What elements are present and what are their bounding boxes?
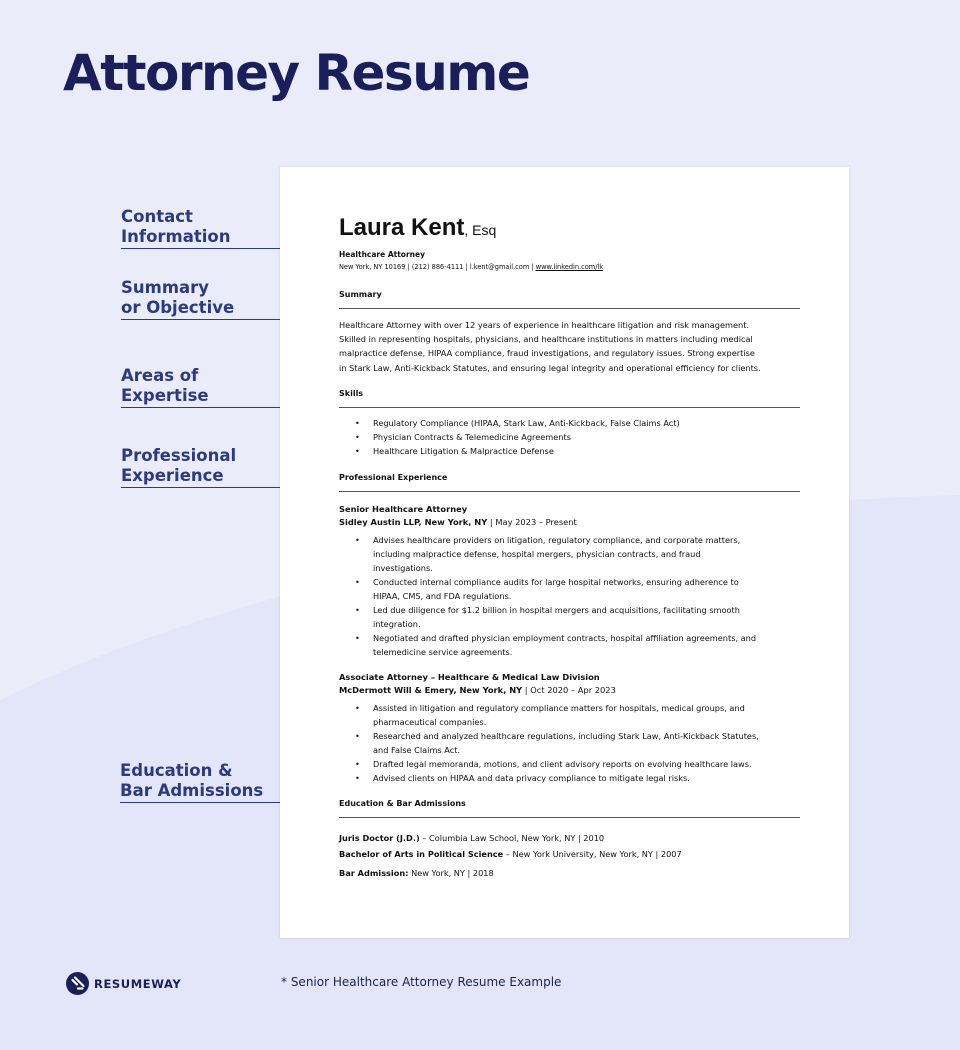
page-title: Attorney Resume	[63, 44, 530, 102]
list-item: • Assisted in litigation and regulatory compliance matters for hospitals, medical groups, and pharmaceutical companies.	[355, 703, 745, 727]
label-areas-of-expertise: Areas of Expertise	[121, 366, 319, 408]
contact-phone: (212) 886-4111	[411, 263, 464, 271]
label-contact-information: Contact Information	[121, 207, 319, 249]
list-item: • Led due diligence for $1.2 billion in hospital mergers and acquisitions, facilitating smooth integration.	[355, 605, 740, 629]
list-item: • Advises healthcare providers on litigation, regulatory compliance, and corporate matters, including malpractice defense, hospital mergers, physician contracts, and fraud investigations.	[355, 535, 741, 573]
job-role: Associate Attorney – Healthcare & Medical Law Division	[339, 672, 600, 682]
job-entry	[339, 671, 800, 785]
list-item: • Advised clients on HIPAA and data privacy compliance to mitigate legal risks.	[355, 773, 690, 783]
experience-section	[339, 473, 800, 785]
education-item: Bachelor of Arts in Political Science – New York University, New York, NY | 2007	[339, 849, 682, 859]
skills-section	[339, 389, 800, 458]
list-item: • Regulatory Compliance (HIPAA, Stark Law, Anti-Kickback, False Claims Act)	[355, 418, 680, 428]
section-heading-education: Education & Bar Admissions	[339, 799, 800, 818]
resume-contact-line: New York, NY 10169 | (212) 886-4111 | l.kent@gmail.com | www.linkedin.com/lk	[339, 263, 604, 271]
list-item: • Researched and analyzed healthcare regulations, including Stark Law, Anti-Kickback Statutes, and False Claims Act.	[355, 731, 759, 755]
resume-name-suffix: , Esq	[464, 222, 497, 238]
list-item: • Healthcare Litigation & Malpractice Defense	[355, 446, 554, 456]
education-section	[339, 799, 800, 879]
job-bullets	[339, 701, 800, 785]
resume-name: Laura Kent	[339, 214, 465, 241]
education-item: Juris Doctor (J.D.) – Columbia Law School, New York, NY | 2010	[339, 833, 605, 843]
list-item: • Negotiated and drafted physician employment contracts, hospital affiliation agreements, and telemedicine service agreements.	[355, 633, 757, 657]
summary-text: Healthcare Attorney with over 12 years of experience in healthcare litigation and risk management. Skilled in representing hospitals, physicians, and healthcare institutions in matters including medical malpractice defense, HIPAA compliance, fraud investigations, and regulatory issues. Strong expertise in Stark Law, Anti-Kickback Statutes, and ensuring legal integrity and operational efficiency for clients.	[339, 320, 761, 373]
job-entry	[339, 503, 800, 659]
bar-admission: Bar Admission: New York, NY | 2018	[339, 868, 494, 878]
resume-name-row	[339, 214, 800, 242]
summary-section	[339, 290, 800, 375]
resumeway-logo-icon	[66, 972, 89, 995]
section-heading-skills: Skills	[339, 389, 800, 408]
job-company: Sidley Austin LLP, New York, NY | May 2023 – Present	[339, 517, 577, 527]
footnote: * Senior Healthcare Attorney Resume Example	[281, 975, 562, 989]
job-role: Senior Healthcare Attorney	[339, 504, 468, 514]
label-professional-experience: Professional Experience	[121, 446, 319, 488]
skills-list	[339, 416, 800, 458]
contact-linkedin-link[interactable]: www.linkedin.com/lk	[535, 263, 604, 271]
brand-name: RESUMEWAY	[94, 976, 182, 991]
section-heading-experience: Professional Experience	[339, 473, 800, 492]
section-heading-summary: Summary	[339, 290, 800, 309]
resume-page	[280, 167, 849, 938]
list-item: • Physician Contracts & Telemedicine Agreements	[355, 432, 571, 442]
job-company: McDermott Will & Emery, New York, NY | Oct 2020 – Apr 2023	[339, 685, 616, 695]
label-summary-objective: Summary or Objective	[121, 278, 319, 320]
contact-email[interactable]: l.kent@gmail.com	[469, 263, 530, 271]
list-item: • Drafted legal memoranda, motions, and client advisory reports on evolving healthcare laws.	[355, 759, 752, 769]
resume-job-title: Healthcare Attorney	[339, 250, 425, 259]
contact-location: New York, NY 10169	[339, 263, 406, 271]
brand-logo[interactable]	[66, 972, 181, 995]
job-bullets	[339, 533, 800, 659]
label-education-bar-admissions: Education & Bar Admissions	[120, 761, 319, 803]
list-item: • Conducted internal compliance audits for large hospital networks, ensuring adherence to HIPAA, CMS, and FDA regulations.	[355, 577, 739, 601]
